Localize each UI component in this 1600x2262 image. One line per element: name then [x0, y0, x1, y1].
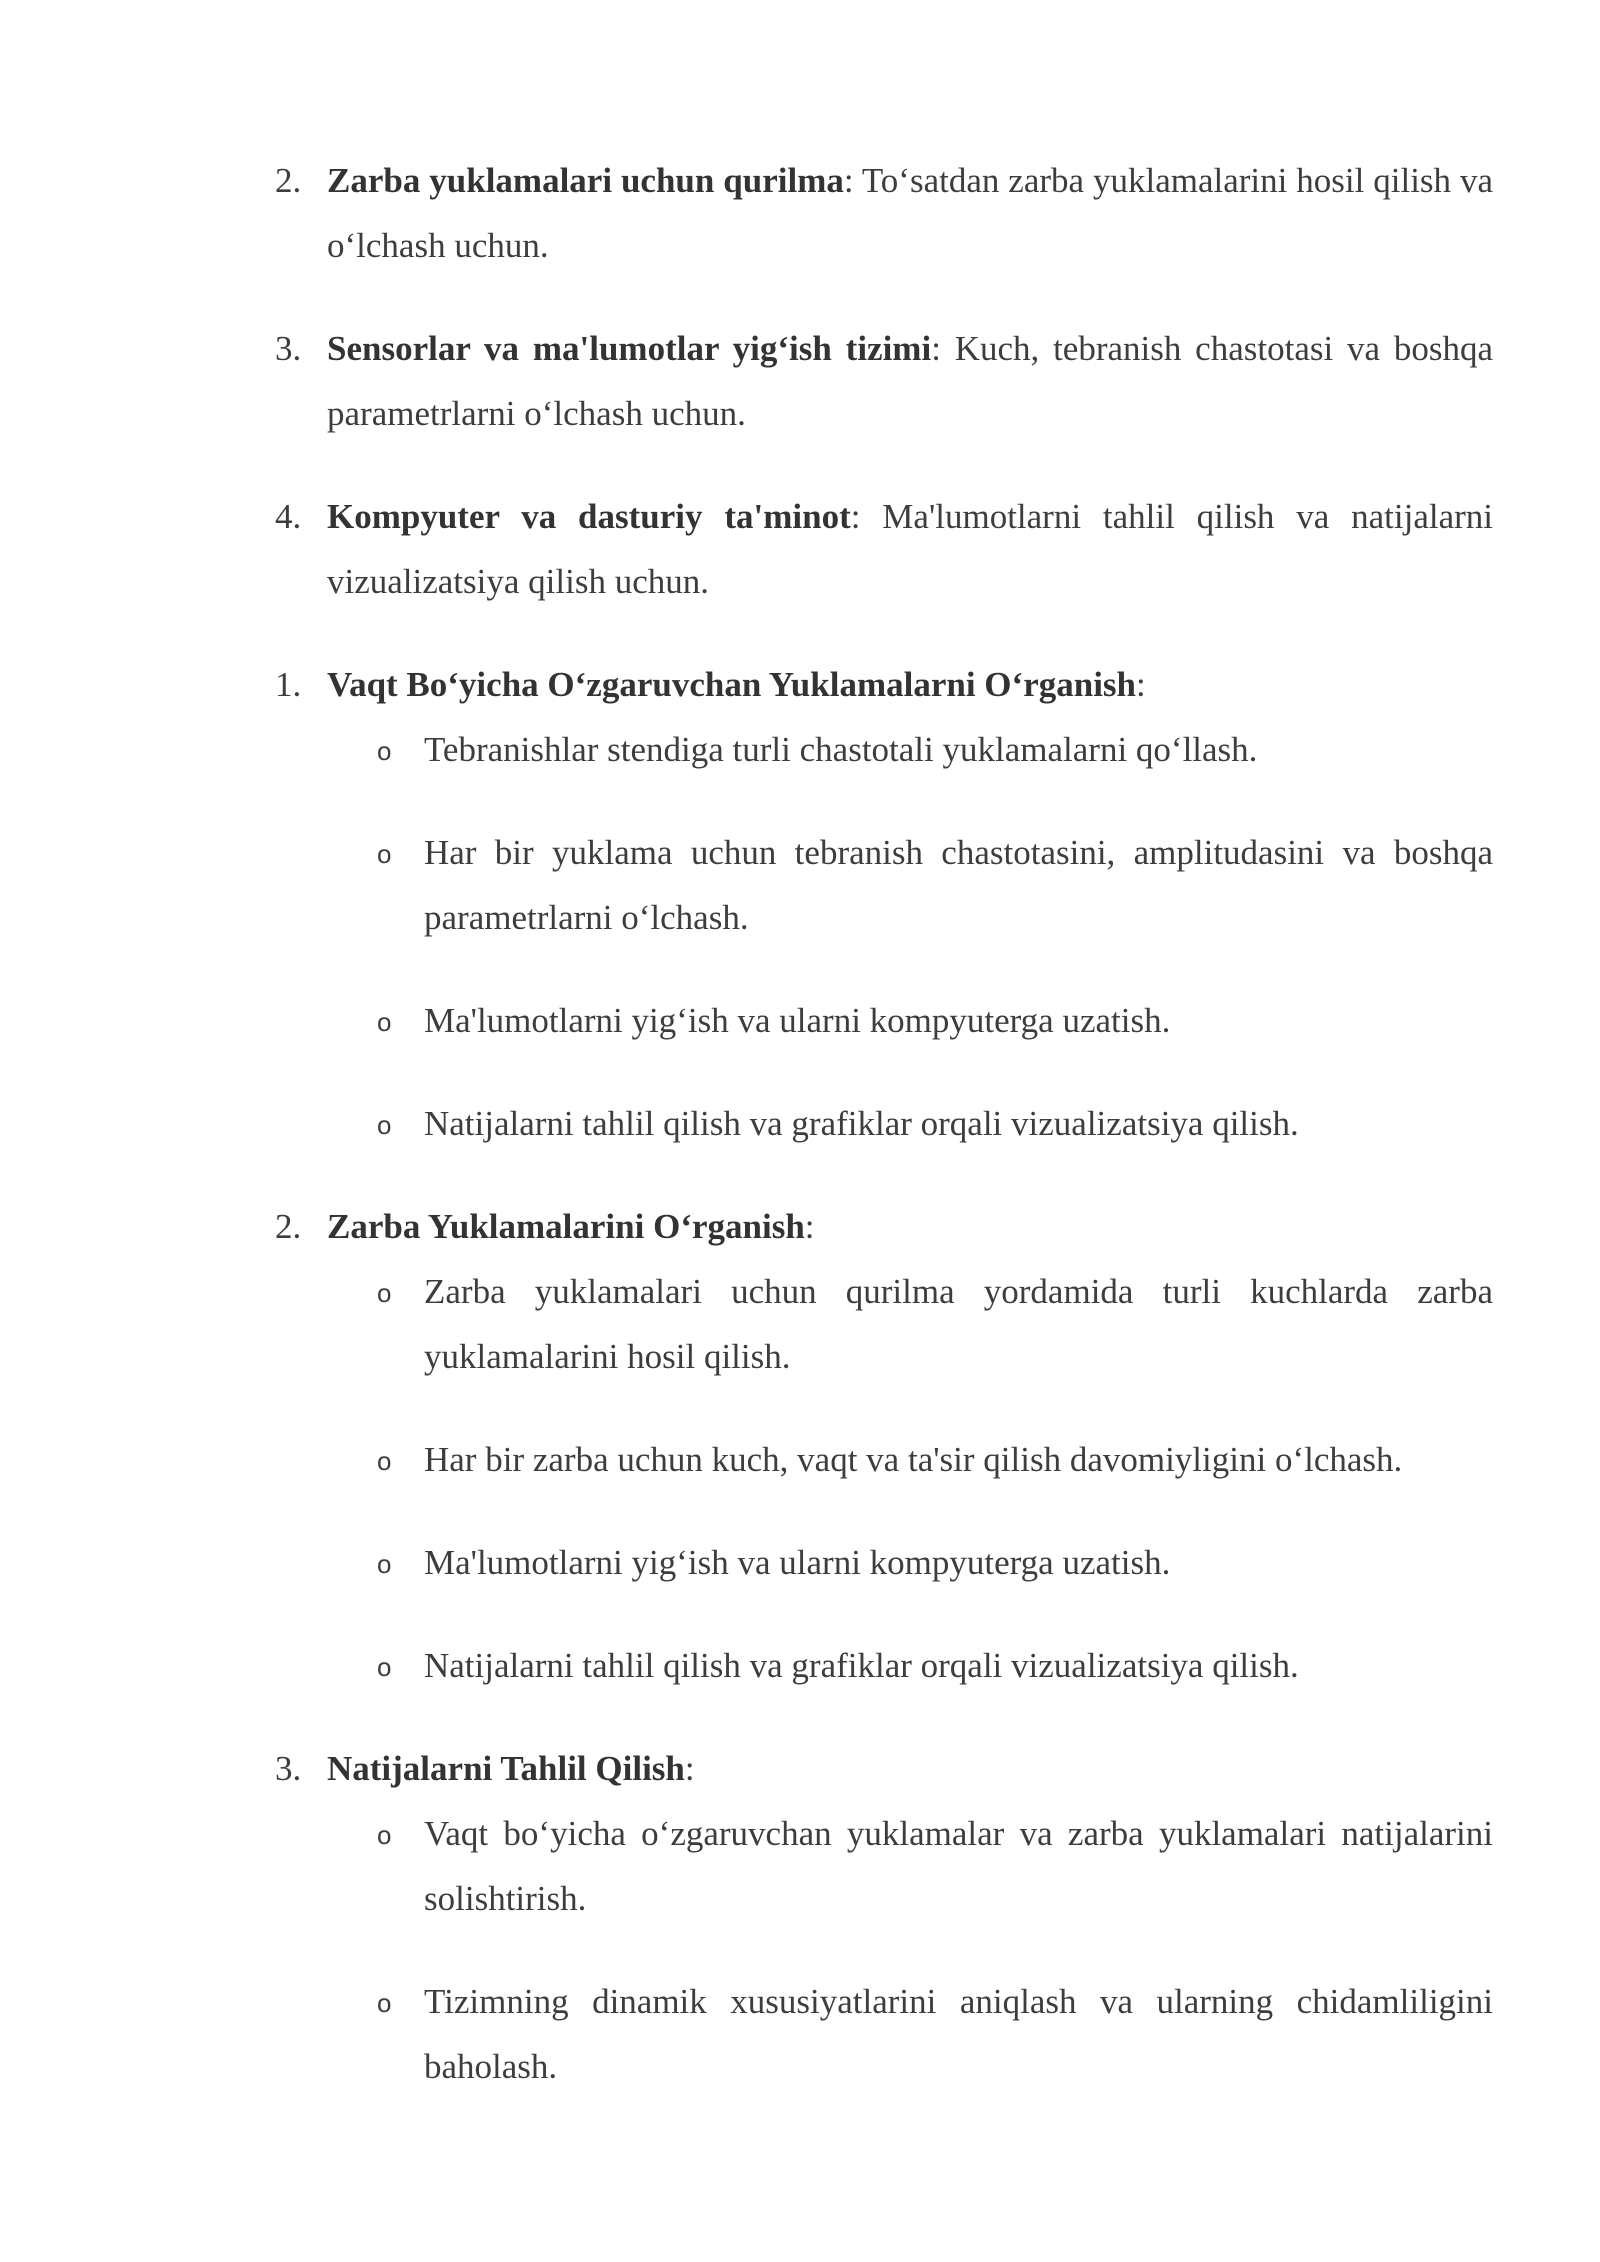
section-suffix: :: [804, 1207, 815, 1246]
section-impact-loads: [275, 1194, 1493, 1259]
bullet-marker: o: [377, 1110, 392, 1140]
section-title: Vaqt Bo‘yicha O‘zgaruvchan Yuklamalarni O‘rganish: [327, 665, 1136, 704]
section-number: 3.: [275, 1749, 302, 1788]
bullet-item: [275, 1969, 1493, 2099]
section-results-analysis: [275, 1736, 1493, 1801]
bullet-text: Natijalarni tahlil qilish va grafiklar orqali vizualizatsiya qilish.: [424, 1646, 1299, 1685]
section-suffix: :: [684, 1749, 695, 1788]
list-number: 3.: [275, 329, 302, 368]
bullet-text: Vaqt bo‘yicha o‘zgaruvchan yuklamalar va zarba yuklamalari natijalarini solishtirish.: [424, 1814, 1493, 1918]
section-number: 1.: [275, 665, 302, 704]
section-time-varying-loads: [275, 652, 1493, 717]
section-heading: [327, 1207, 815, 1246]
section-suffix: :: [1136, 665, 1146, 704]
bullet-text: Tizimning dinamik xususiyatlarini aniqlash va ularning chidamliligini baholash.: [424, 1982, 1493, 2086]
list-item-equipment-impact-device: [275, 148, 1493, 278]
list-item-title: Zarba yuklamalari uchun qurilma: [327, 161, 844, 200]
section-1-bullet-list: [275, 717, 1493, 1156]
bullet-item: [275, 1427, 1493, 1492]
bullet-text: Natijalarni tahlil qilish va grafiklar orqali vizualizatsiya qilish.: [424, 1104, 1299, 1143]
section-2-bullet-list: [275, 1259, 1493, 1698]
list-item-equipment-sensors: [275, 316, 1493, 446]
bullet-text: Har bir zarba uchun kuch, vaqt va ta'sir qilish davomiyligini o‘lchash.: [424, 1440, 1403, 1479]
bullet-item: [275, 820, 1493, 950]
list-item-description: : Ma'lumotlarni tahlil qilish va natijalarni vizualizatsiya qilish uchun.: [327, 497, 1493, 601]
document-content: [275, 148, 1493, 2099]
section-heading: [327, 665, 1146, 704]
list-text: [327, 329, 1493, 433]
list-item-title: Kompyuter va dasturiy ta'minot: [327, 497, 851, 536]
bullet-marker: o: [377, 1988, 392, 2018]
bullet-text: Har bir yuklama uchun tebranish chastotasini, amplitudasini va boshqa parametrlarni o‘lchash.: [424, 833, 1493, 937]
list-number: 2.: [275, 161, 302, 200]
bullet-marker: o: [377, 1549, 392, 1579]
section-3-bullet-list: [275, 1801, 1493, 2099]
bullet-text: Tebranishlar stendiga turli chastotali yuklamalarni qo‘llash.: [424, 730, 1258, 769]
bullet-item: [275, 1091, 1493, 1156]
section-number: 2.: [275, 1207, 302, 1246]
bullet-marker: o: [377, 1446, 392, 1476]
bullet-marker: o: [377, 736, 392, 766]
bullet-item: [275, 1530, 1493, 1595]
list-item-description: : Kuch, tebranish chastotasi va boshqa parametrlarni o‘lchash uchun.: [327, 329, 1493, 433]
bullet-marker: o: [377, 1652, 392, 1682]
list-item-title: Sensorlar va ma'lumotlar yig‘ish tizimi: [327, 329, 932, 368]
bullet-item: [275, 717, 1493, 782]
bullet-item: [275, 988, 1493, 1053]
bullet-marker: o: [377, 839, 392, 869]
bullet-marker: o: [377, 1820, 392, 1850]
bullet-item: [275, 1801, 1493, 1931]
section-heading: [327, 1749, 695, 1788]
list-item-equipment-computer: [275, 484, 1493, 614]
list-text: [327, 161, 1493, 265]
bullet-text: Ma'lumotlarni yig‘ish va ularni kompyuterga uzatish.: [424, 1543, 1171, 1582]
bullet-marker: o: [377, 1278, 392, 1308]
section-title: Zarba Yuklamalarini O‘rganish: [327, 1207, 805, 1246]
bullet-item: [275, 1633, 1493, 1698]
list-item-description: : To‘satdan zarba yuklamalarini hosil qilish va o‘lchash uchun.: [327, 161, 1493, 265]
list-number: 4.: [275, 497, 302, 536]
bullet-text: Zarba yuklamalari uchun qurilma yordamida turli kuchlarda zarba yuklamalarini hosil qilish.: [424, 1272, 1493, 1376]
bullet-item: [275, 1259, 1493, 1389]
list-text: [327, 497, 1493, 601]
bullet-marker: o: [377, 1007, 392, 1037]
bullet-text: Ma'lumotlarni yig‘ish va ularni kompyuterga uzatish.: [424, 1001, 1171, 1040]
section-title: Natijalarni Tahlil Qilish: [327, 1749, 685, 1788]
